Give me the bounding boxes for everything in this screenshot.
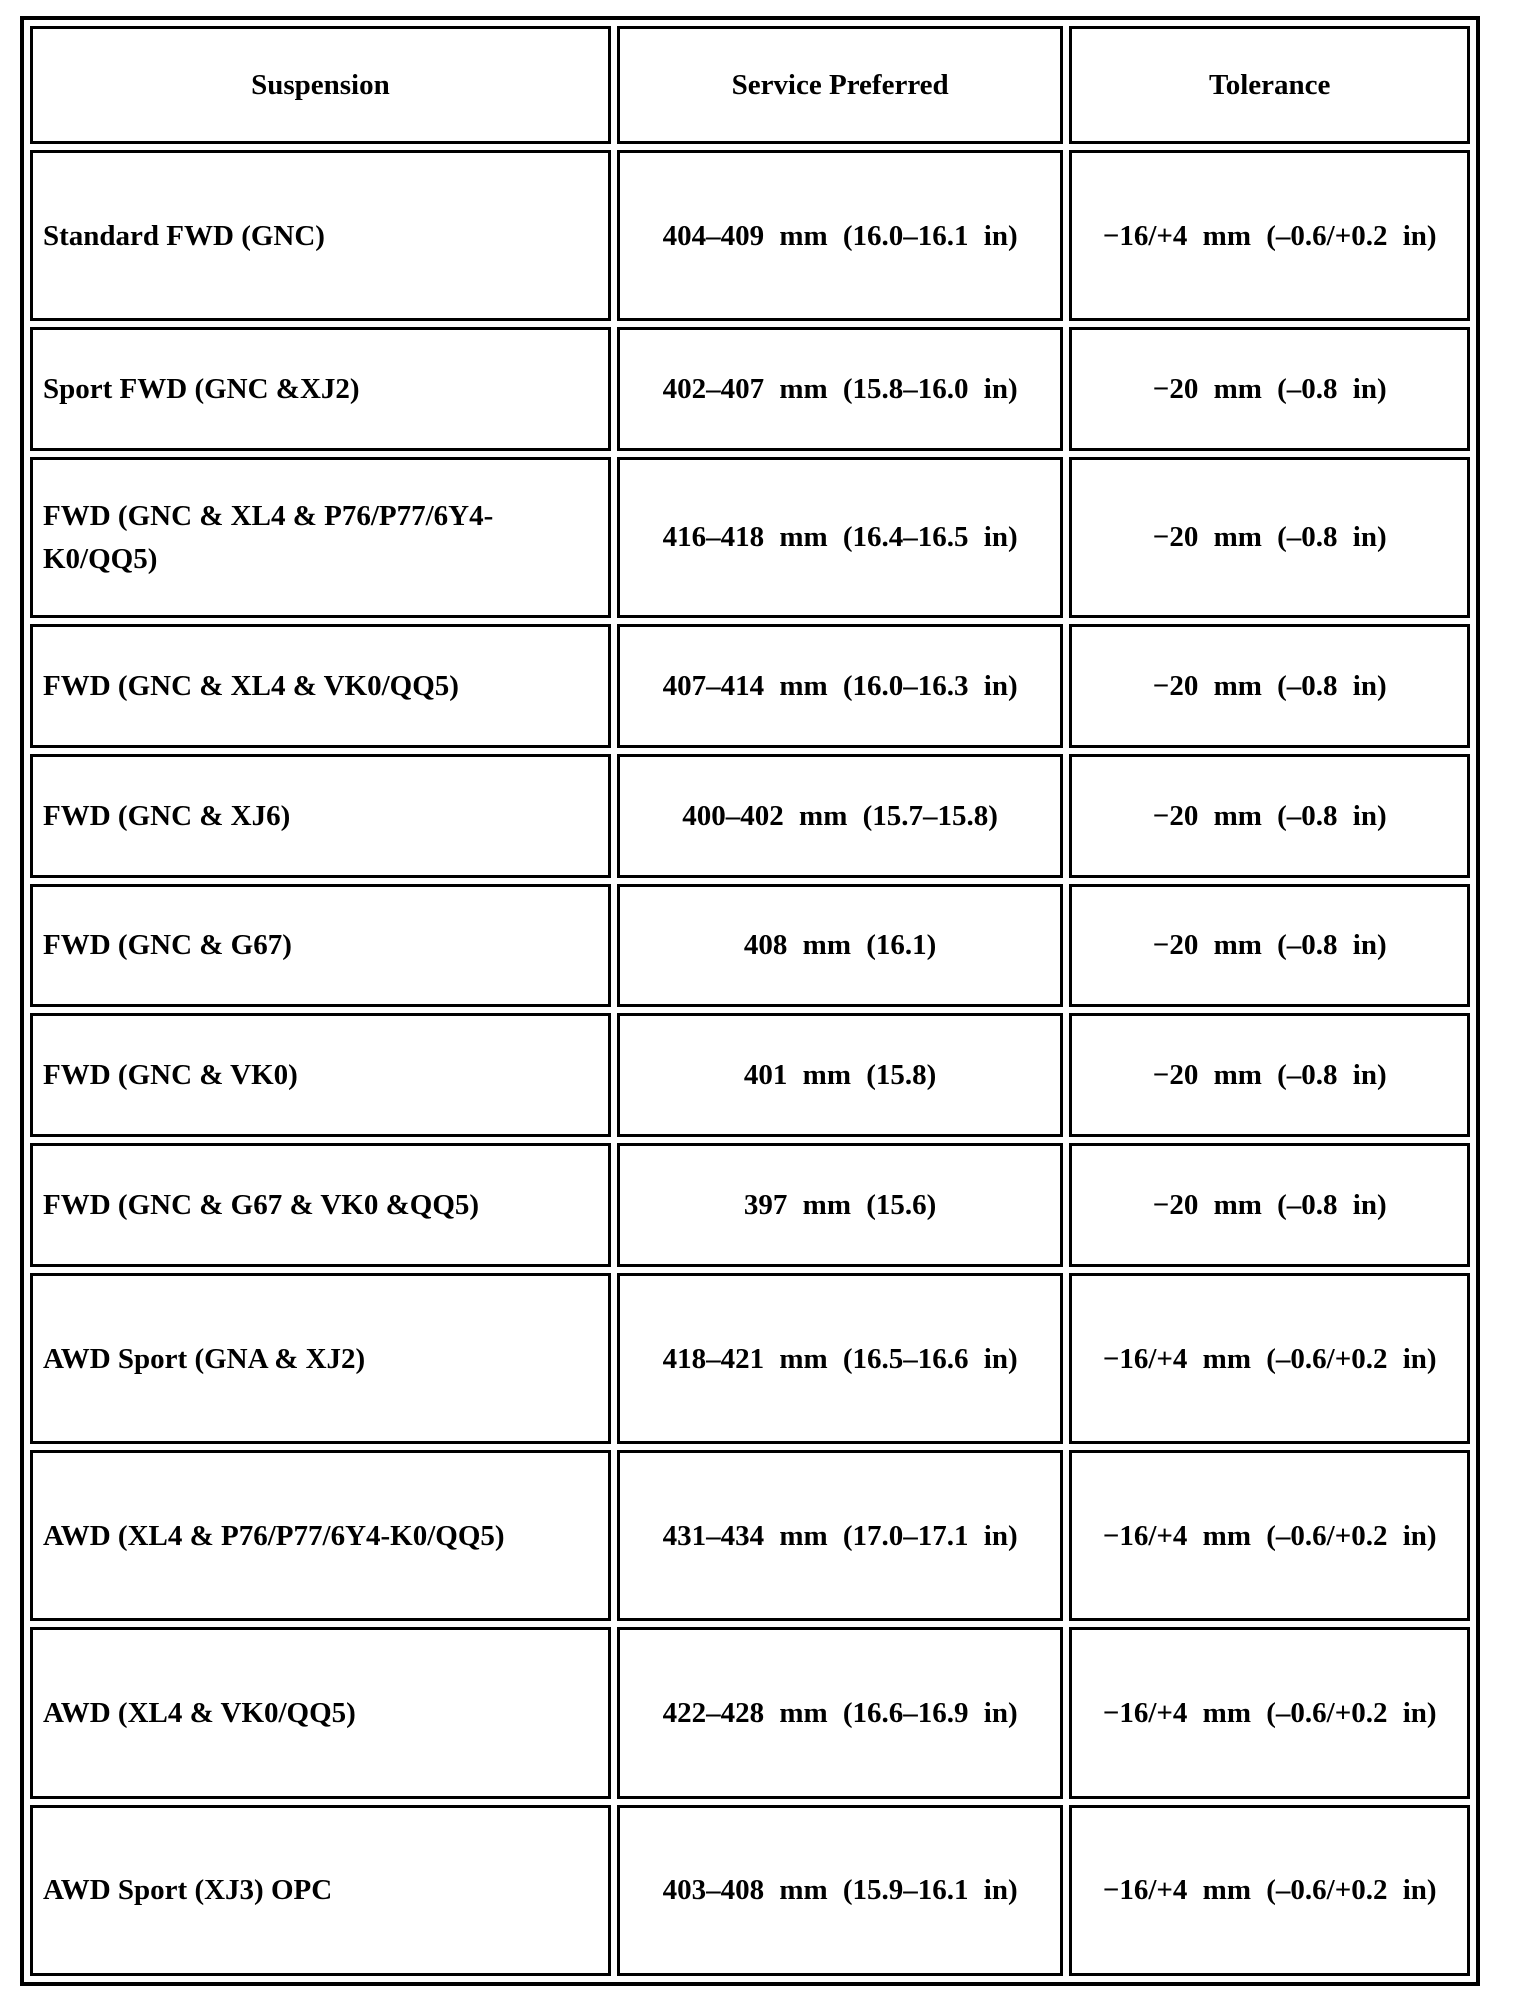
table-row	[30, 624, 1470, 748]
suspension-cell: Sport FWD (GNC &XJ2)	[30, 327, 611, 451]
service-preferred-cell: 401 mm (15.8)	[617, 1013, 1064, 1137]
service-preferred-cell: 418–421 mm (16.5–16.6 in)	[617, 1273, 1064, 1444]
tolerance-cell: −20 mm (–0.8 in)	[1069, 754, 1470, 878]
service-preferred-cell: 404–409 mm (16.0–16.1 in)	[617, 150, 1064, 321]
tolerance-cell: −20 mm (–0.8 in)	[1069, 884, 1470, 1008]
table-row	[30, 1273, 1470, 1444]
tolerance-cell: −16/+4 mm (–0.6/+0.2 in)	[1069, 1273, 1470, 1444]
suspension-cell: FWD (GNC & G67 & VK0 &QQ5)	[30, 1143, 611, 1267]
table-row	[30, 884, 1470, 1008]
tolerance-cell: −20 mm (–0.8 in)	[1069, 1013, 1470, 1137]
service-preferred-cell: 422–428 mm (16.6–16.9 in)	[617, 1627, 1064, 1798]
table-row	[30, 754, 1470, 878]
suspension-cell: FWD (GNC & G67)	[30, 884, 611, 1008]
table-row	[30, 327, 1470, 451]
tolerance-cell: −16/+4 mm (–0.6/+0.2 in)	[1069, 150, 1470, 321]
suspension-cell: FWD (GNC & XL4 & P76/P77/6Y4-K0/QQ5)	[30, 457, 611, 618]
table-row	[30, 1450, 1470, 1621]
service-preferred-cell: 416–418 mm (16.4–16.5 in)	[617, 457, 1064, 618]
suspension-cell: AWD (XL4 & VK0/QQ5)	[30, 1627, 611, 1798]
trim-height-specification-table	[24, 20, 1476, 1982]
tolerance-cell: −16/+4 mm (–0.6/+0.2 in)	[1069, 1805, 1470, 1976]
header-tolerance: Tolerance	[1069, 26, 1470, 144]
suspension-cell: Standard FWD (GNC)	[30, 150, 611, 321]
table-row	[30, 1805, 1470, 1976]
tolerance-cell: −20 mm (–0.8 in)	[1069, 1143, 1470, 1267]
tolerance-cell: −16/+4 mm (–0.6/+0.2 in)	[1069, 1450, 1470, 1621]
service-preferred-cell: 400–402 mm (15.7–15.8)	[617, 754, 1064, 878]
table-row	[30, 457, 1470, 618]
service-preferred-cell: 402–407 mm (15.8–16.0 in)	[617, 327, 1064, 451]
tolerance-cell: −16/+4 mm (–0.6/+0.2 in)	[1069, 1627, 1470, 1798]
service-preferred-cell: 431–434 mm (17.0–17.1 in)	[617, 1450, 1064, 1621]
header-suspension: Suspension	[30, 26, 611, 144]
suspension-cell: AWD Sport (XJ3) OPC	[30, 1805, 611, 1976]
specification-table-frame	[20, 16, 1480, 1986]
suspension-cell: FWD (GNC & XJ6)	[30, 754, 611, 878]
tolerance-cell: −20 mm (–0.8 in)	[1069, 624, 1470, 748]
tolerance-cell: −20 mm (–0.8 in)	[1069, 457, 1470, 618]
suspension-cell: AWD Sport (GNA & XJ2)	[30, 1273, 611, 1444]
suspension-cell: FWD (GNC & VK0)	[30, 1013, 611, 1137]
table-row	[30, 1143, 1470, 1267]
suspension-cell: FWD (GNC & XL4 & VK0/QQ5)	[30, 624, 611, 748]
table-row	[30, 1627, 1470, 1798]
service-preferred-cell: 397 mm (15.6)	[617, 1143, 1064, 1267]
suspension-cell: AWD (XL4 & P76/P77/6Y4-K0/QQ5)	[30, 1450, 611, 1621]
service-preferred-cell: 403–408 mm (15.9–16.1 in)	[617, 1805, 1064, 1976]
header-service-preferred: Service Preferred	[617, 26, 1064, 144]
service-preferred-cell: 407–414 mm (16.0–16.3 in)	[617, 624, 1064, 748]
tolerance-cell: −20 mm (–0.8 in)	[1069, 327, 1470, 451]
service-preferred-cell: 408 mm (16.1)	[617, 884, 1064, 1008]
table-row	[30, 1013, 1470, 1137]
table-header-row	[30, 26, 1470, 144]
table-row	[30, 150, 1470, 321]
